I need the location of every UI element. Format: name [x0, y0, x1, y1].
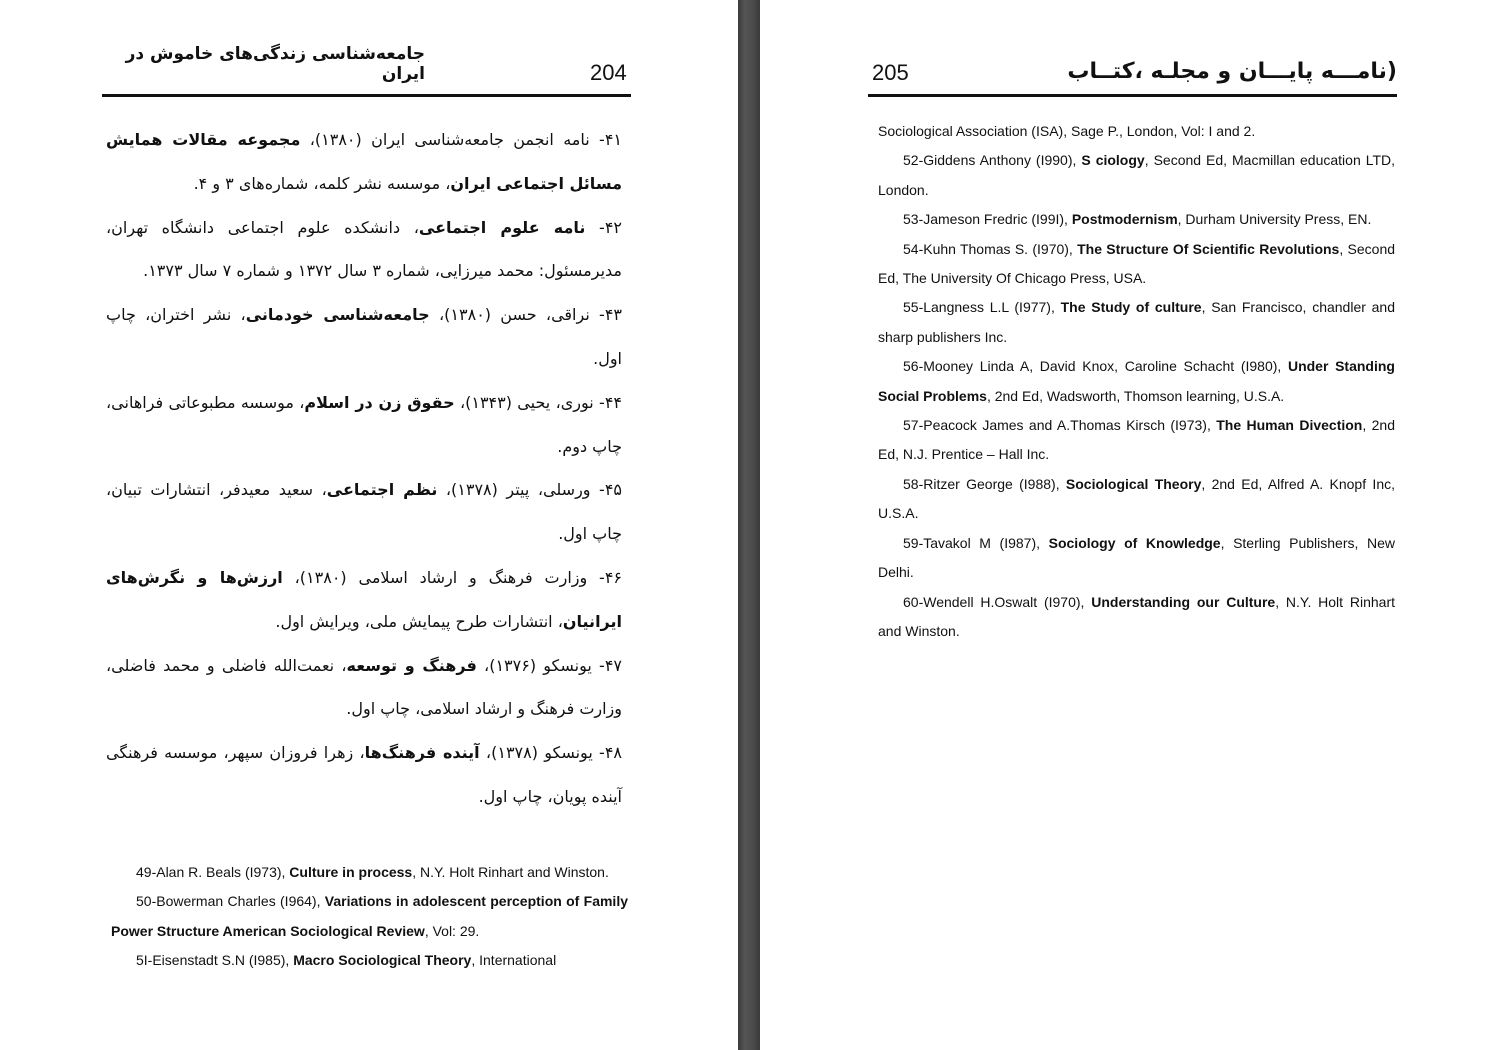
reference-item: ۴۲- نامه علوم اجتماعی، دانشکده علوم اجتماعی دانشگاه تهران، مدیرمسئول: محمد میرزایی، شماره ۳ سال ۱۳۷۲ و شماره ۷ سال ۱۳۷۳. — [106, 217, 622, 281]
reference-item: 55-Langness L.L (I977), The Study of culture, San Francisco, chandler and sharp publishers Inc. — [878, 299, 1396, 345]
page-gutter — [738, 0, 760, 1050]
english-reference-list-right — [878, 117, 1395, 646]
right-running-title: (نامـــه پایـــان و مجلـه ،کتــاب — [1067, 59, 1397, 84]
left-running-title: جامعه‌شناسی زندگی‌های خاموش در ایران — [125, 44, 425, 84]
persian-reference-list — [106, 118, 622, 819]
reference-item: ۴۵- ورسلی، پیتر (۱۳۷۸)، نظم اجتماعی، سعید معیدفر، انتشارات تبیان، چاپ اول. — [106, 480, 623, 544]
reference-continuation: Sociological Association (ISA), Sage P., London, Vol: I and 2. — [878, 123, 1256, 139]
reference-item: 49-Alan R. Beals (I973), Culture in process, N.Y. Holt Rinhart and Winston. — [136, 864, 609, 880]
right-page — [760, 0, 1509, 1050]
reference-item: 57-Peacock James and A.Thomas Kirsch (I973), The Human Divection, 2nd Ed, N.J. Prentice – Hall Inc. — [878, 417, 1395, 463]
reference-item: 59-Tavakol M (I987), Sociology of Knowledge, Sterling Publishers, New Delhi. — [878, 534, 1395, 581]
reference-item: ۴۳- نراقی، حسن (۱۳۸۰)، جامعه‌شناسی خودمانی، نشر اختران، چاپ اول. — [106, 305, 623, 368]
right-page-header — [868, 54, 1397, 97]
reference-item: 58-Ritzer George (I988), Sociological Theory, 2nd Ed, Alfred A. Knopf Inc, U.S.A. — [878, 475, 1395, 522]
left-page-header — [102, 44, 631, 97]
reference-item: ۴۷- یونسکو (۱۳۷۶)، فرهنگ و توسعه، نعمت‌الله فاضلی و محمد فاضلی، وزارت فرهنگ و ارشاد اسلامی، چاپ اول. — [106, 655, 622, 719]
reference-item: 54-Kuhn Thomas S. (I970), The Structure Of Scientific Revolutions, Second Ed, The University Of Chicago Press, USA. — [878, 240, 1396, 287]
reference-item: 52-Giddens Anthony (I990), S ciology, Second Ed, Macmillan education LTD, London. — [878, 152, 1396, 198]
reference-item: 56-Mooney Linda A, David Knox, Caroline Schacht (I980), Under Standing Social Problems, 2nd Ed, Wadsworth, Thomson learning, U.S.A. — [878, 358, 1395, 404]
reference-item: ۴۴- نوری، یحیی (۱۳۴۳)، حقوق زن در اسلام، موسسه مطبوعاتی فراهانی، چاپ دوم. — [106, 392, 622, 456]
reference-item: ۴۱- نامه انجمن جامعه‌شناسی ایران (۱۳۸۰)، مجموعه مقالات همایش مسائل اجتماعی ایران، موسسه نشر کلمه، شماره‌های ۳ و ۴. — [106, 130, 623, 193]
right-page-number: 205 — [872, 60, 909, 85]
reference-item: ۴۸- یونسکو (۱۳۷۸)، آینده فرهنگ‌ها، زهرا فروزان سپهر، موسسه فرهنگی آینده پویان، چاپ اول. — [106, 743, 622, 806]
reference-item: 60-Wendell H.Oswalt (I970), Understanding our Culture, N.Y. Holt Rinhart and Winston. — [878, 593, 1395, 639]
reference-item: 53-Jameson Fredric (I99I), Postmodernism, Durham University Press, EN. — [903, 211, 1372, 228]
english-reference-list-left — [111, 858, 628, 976]
reference-item: ۴۶- وزارت فرهنگ و ارشاد اسلامی (۱۳۸۰)، ارزش‌ها و نگرش‌های ایرانیان، انتشارات طرح پیمایش ملی، ویرایش اول. — [106, 567, 623, 631]
reference-item: 50-Bowerman Charles (I964), Variations in adolescent perception of Family Power Structure American Sociological Review, Vol: 29. — [111, 893, 628, 939]
reference-item: 5I-Eisenstadt S.N (I985), Macro Sociological Theory, International — [136, 952, 557, 969]
left-page-number: 204 — [590, 60, 627, 85]
left-page — [0, 0, 738, 1050]
